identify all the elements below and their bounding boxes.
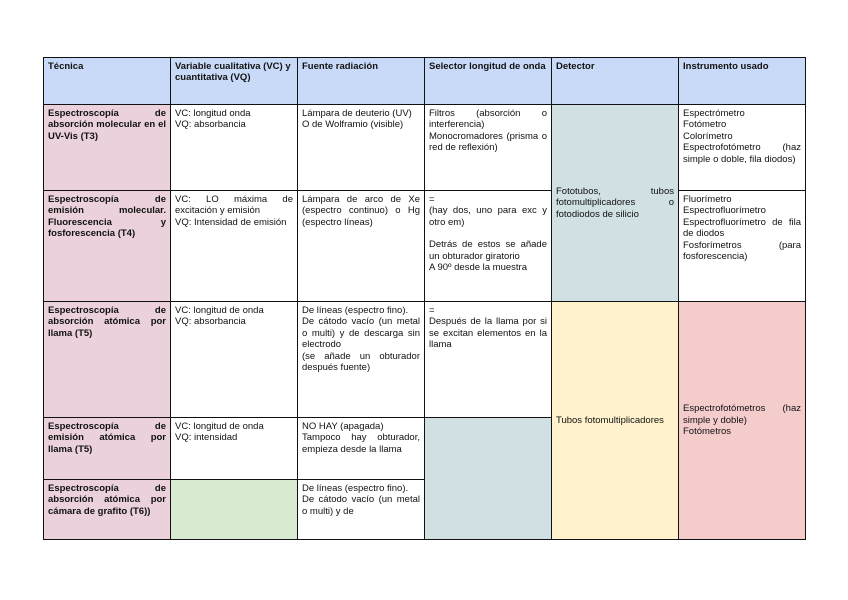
variable-line: VC: longitud onda [175,108,251,119]
instrumento-line: Espectrofotómetros (haz simple y doble) [683,403,801,426]
instrumento-cell [679,191,806,302]
fuente-line: De líneas (espectro fino). [302,305,409,316]
header-fuente: Fuente radiación [298,58,425,105]
instrumento-line: Fotómetro [683,119,727,131]
selector-line: Filtros (absorción o interferencia) [429,108,547,131]
fuente-line: De cátodo vacío (un metal o multi) y de [302,494,420,517]
detector-cell-molecular: Fototubos, tubos fotomultiplicadores o fotodiodos de silicio [552,105,679,302]
tecnica-cell: Espectroscopía de emisión atómica por llama (T5) [44,418,171,480]
variable-line: VC: longitud de onda [175,305,264,316]
variable-line: VC: longitud de onda [175,421,264,432]
instrumento-line: Colorímetro [683,130,733,142]
fuente-line: O de Wolframio (visible) [302,119,404,131]
header-selector: Selector longitud de onda [425,58,552,105]
selector-line: Monocromadores (prisma o red de reflexión) [429,130,547,154]
variable-line: VQ: absorbancia [175,119,246,131]
variable-cell [171,191,298,302]
tecnica-cell: Espectroscopía de absorción atómica por llama (T5) [44,302,171,418]
variable-line: VQ: absorbancia [175,316,246,328]
header-detector: Detector [552,58,679,105]
fuente-line: NO HAY (apagada) [302,421,384,432]
fuente-line: Lámpara de arco de Xe (espectro continuo) o Hg (espectro líneas) [302,194,420,228]
fuente-cell [298,302,425,418]
selector-line: (hay dos, uno para exc y otro em) [429,205,547,228]
selector-cell [425,105,552,191]
fuente-line: Lámpara de deuterio (UV) [302,108,412,119]
fuente-cell [298,480,425,540]
fuente-cell [298,418,425,480]
variable-cell [171,418,298,480]
selector-line: = [429,194,435,205]
fuente-cell-clip [302,483,420,534]
comparison-table [43,57,806,540]
variable-line: VQ: Intensidad de emisión [175,216,287,228]
instrumento-line: Fluorímetro [683,194,732,205]
fuente-line: De líneas (espectro fino). [302,483,409,494]
selector-cell [425,191,552,302]
instrumento-line: Fotómetros [683,426,732,438]
variable-cell [171,105,298,191]
fuente-cell [298,105,425,191]
header-tecnica: Técnica [44,58,171,105]
table-row-fluorescencia [44,191,806,302]
table-row-uv-vis [44,105,806,191]
selector-line: Después de la llama por si se excitan elementos en la llama [429,316,547,351]
instrumento-line: Espectrofotómetro (haz simple o doble, fila diodos) [683,142,801,165]
fuente-line: Tampoco hay obturador, empieza desde la llama [302,432,420,455]
fuente-line: (se añade un obturador después fuente) [302,350,420,374]
instrumento-line: Espectrómetro [683,108,745,119]
instrumento-cell [679,105,806,191]
instrumento-line: Fosforímetros (para fosforescencia) [683,239,801,263]
header-row [44,58,806,105]
selector-line: Detrás de estos se añade un obturador giratorio [429,239,547,262]
variable-cell [171,302,298,418]
variable-cell-empty [171,480,298,540]
tecnica-cell: Espectroscopía de absorción atómica por cámara de grafito (T6)) [44,480,171,540]
tecnica-cell: Espectroscopía de absorción molecular en el UV-Vis (T3) [44,105,171,191]
detector-cell-atomica: Tubos fotomultiplicadores [552,302,679,540]
instrumento-line: Espectrofluorímetro de fila de diodos [683,216,801,240]
variable-line: VQ: intensidad [175,432,238,444]
variable-line: VC: LO máxima de excitación y emisión [175,194,293,217]
fuente-line: De cátodo vacío (un metal o multi) y de descarga sin electrodo [302,316,420,351]
instrumento-cell-atomica [679,302,806,540]
tecnica-cell: Espectroscopía de emisión molecular. Fluorescencia y fosforescencia (T4) [44,191,171,302]
instrumento-line: Espectrofluorímetro [683,205,766,217]
header-instrumento: Instrumento usado [679,58,806,105]
selector-cell-empty [425,418,552,540]
selector-line: = [429,305,435,316]
selector-cell [425,302,552,418]
fuente-cell [298,191,425,302]
header-variable: Variable cualitativa (VC) y cuantitativa (VQ) [171,58,298,105]
selector-line: A 90º desde la muestra [429,262,528,274]
spacer [429,228,547,239]
table-row-absorcion-llama [44,302,806,418]
